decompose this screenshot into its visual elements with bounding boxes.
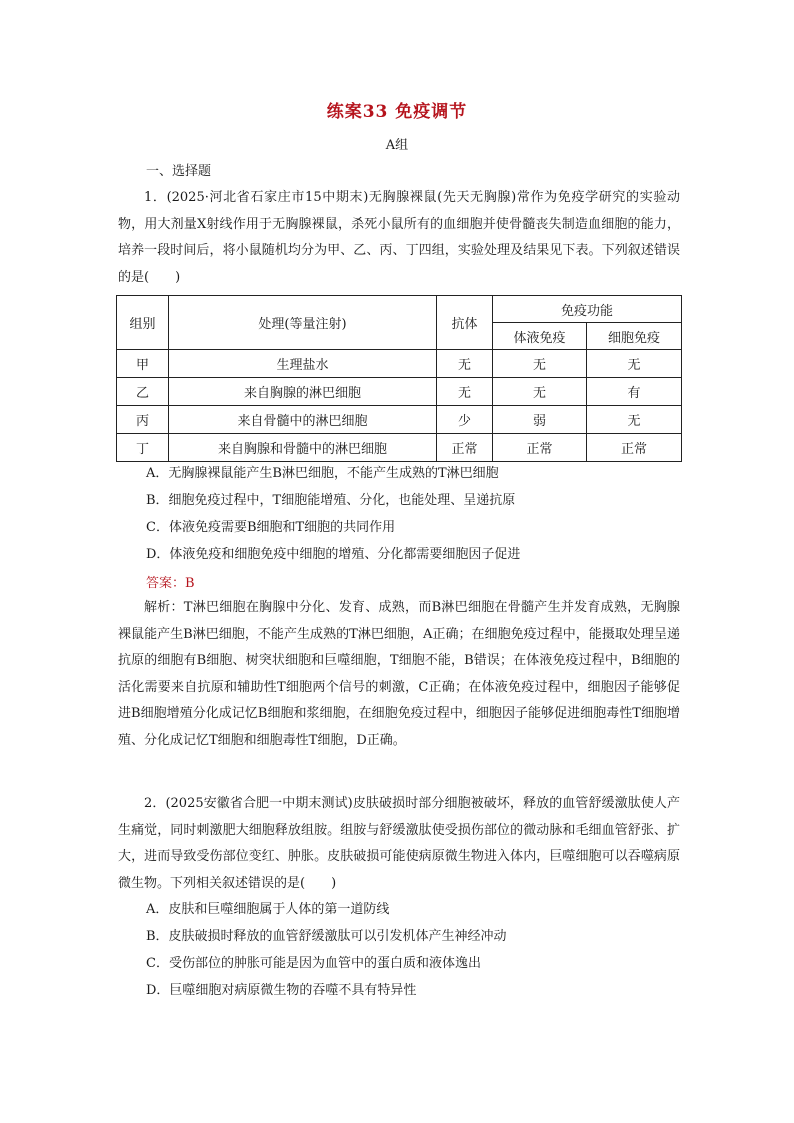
cell-group: 甲 (117, 350, 169, 378)
cell-group: 丙 (117, 406, 169, 434)
header-immune-function: 免疫功能 (493, 296, 682, 323)
page-title: 练案33 免疫调节 (326, 102, 468, 122)
header-treatment: 处理(等量注射) (169, 296, 437, 350)
experiment-table (116, 295, 682, 462)
group-label: A组 (385, 138, 409, 153)
question-1-option-b: B．细胞免疫过程中，T细胞能增殖、分化，也能处理、呈递抗原 (146, 493, 516, 508)
cell-treatment: 来自胸腺的淋巴细胞 (169, 378, 437, 406)
cell-treatment: 来自胸腺和骨髓中的淋巴细胞 (169, 434, 437, 462)
header-antibody: 抗体 (437, 296, 493, 350)
cell-antibody: 正常 (437, 434, 493, 462)
table-row (117, 434, 682, 462)
cell-group: 丁 (117, 434, 169, 462)
cell-antibody: 少 (437, 406, 493, 434)
question-1-stem: 1．(2025·河北省石家庄市15中期末)无胸腺裸鼠(先天无胸腺)常作为免疫学研究的实验动物，用大剂量X射线作用于无胸腺裸鼠，杀死小鼠所有的血细胞并使骨髓丧失制造血细胞的能力，培养一段时间后，将小鼠随机均分为甲、乙、丙、丁四组，实验处理及结果见下表。下列叙述错误的是( ) (118, 190, 680, 285)
cell-treatment: 生理盐水 (169, 350, 437, 378)
question-2-option-b: B．皮肤破损时释放的血管舒缓激肽可以引发机体产生神经冲动 (146, 929, 507, 944)
cell-cellular: 无 (587, 350, 682, 378)
question-1-analysis: 解析：T淋巴细胞在胸腺中分化、发育、成熟，而B淋巴细胞在骨髓产生并发育成熟，无胸腺裸鼠能产生B淋巴细胞，不能产生成熟的T淋巴细胞，A正确；在细胞免疫过程中，能摄取处理呈递抗原的细胞有B细胞、树突状细胞和巨噬细胞，T细胞不能，B错误；在体液免疫过程中，B细胞的活化需要来自抗原和辅助性T细胞两个信号的刺激，C正确；在体液免疫过程中，细胞因子能够促进B细胞增殖分化成记忆B细胞和浆细胞，在细胞免疫过程中，细胞因子能够促进细胞毒性T细胞增殖、分化成记忆T细胞和细胞毒性T细胞，D正确。 (118, 600, 680, 748)
cell-humoral: 弱 (493, 406, 587, 434)
question-2-option-d: D．巨噬细胞对病原微生物的吞噬不具有特异性 (146, 983, 417, 998)
cell-cellular: 正常 (587, 434, 682, 462)
question-1-option-c: C．体液免疫需要B细胞和T细胞的共同作用 (146, 520, 396, 535)
question-1-option-d: D．体液免疫和细胞免疫中细胞的增殖、分化都需要细胞因子促进 (146, 547, 521, 562)
cell-humoral: 无 (493, 350, 587, 378)
cell-treatment: 来自骨髓中的淋巴细胞 (169, 406, 437, 434)
question-2-option-c: C．受伤部位的肿胀可能是因为血管中的蛋白质和液体逸出 (146, 956, 481, 971)
header-cellular: 细胞免疫 (587, 323, 682, 350)
header-humoral: 体液免疫 (493, 323, 587, 350)
question-1-option-a: A．无胸腺裸鼠能产生B淋巴细胞，不能产生成熟的T淋巴细胞 (146, 466, 499, 481)
cell-humoral: 正常 (493, 434, 587, 462)
cell-group: 乙 (117, 378, 169, 406)
cell-antibody: 无 (437, 378, 493, 406)
section-heading: 一、选择题 (146, 164, 212, 179)
cell-cellular: 有 (587, 378, 682, 406)
table-row (117, 350, 682, 378)
question-2-option-a: A．皮肤和巨噬细胞属于人体的第一道防线 (146, 902, 390, 917)
header-group: 组别 (117, 296, 169, 350)
cell-cellular: 无 (587, 406, 682, 434)
cell-humoral: 无 (493, 378, 587, 406)
question-2-stem: 2．(2025安徽省合肥一中期末测试)皮肤破损时部分细胞被破坏，释放的血管舒缓激肽使人产生痛觉，同时刺激肥大细胞释放组胺。组胺与舒缓激肽使受损伤部位的微动脉和毛细血管舒张、扩大，进而导致受伤部位变红、肿胀。皮肤破损可能使病原微生物进入体内，巨噬细胞可以吞噬病原微生物。下列相关叙述错误的是( ) (118, 796, 680, 891)
cell-antibody: 无 (437, 350, 493, 378)
table-row (117, 406, 682, 434)
table-row (117, 378, 682, 406)
question-1-answer: 答案：B (146, 576, 195, 591)
